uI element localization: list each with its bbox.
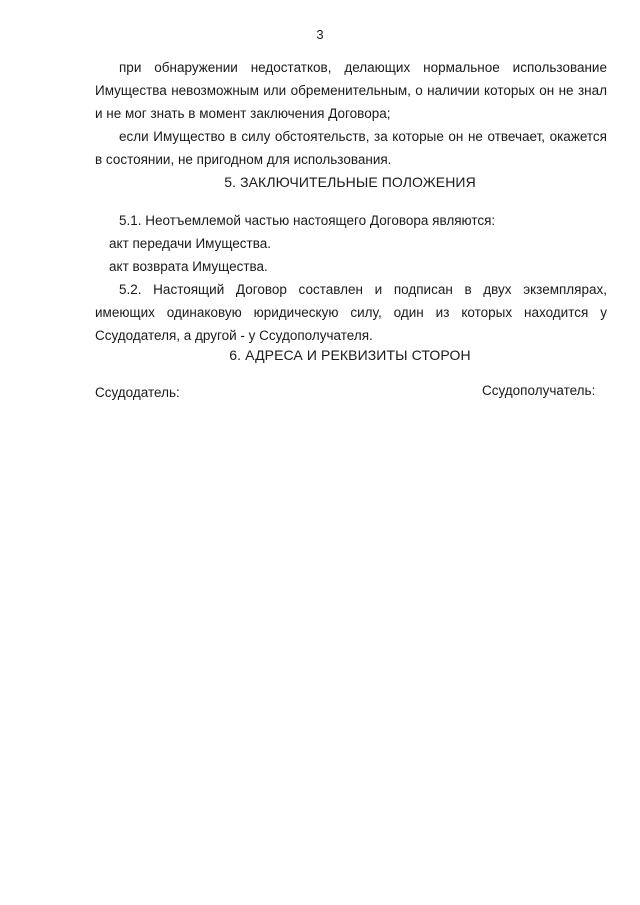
intro-paragraph-2: если Имущество в силу обстоятельств, за которые он не отвечает, окажется в состоянии, не пригодном для использования. xyxy=(95,129,607,167)
section-5-heading: 5. ЗАКЛЮЧИТЕЛЬНЫЕ ПОЛОЖЕНИЯ xyxy=(224,174,476,190)
borrower-label: Ссудополучатель: xyxy=(482,383,596,398)
section-5-1-item-1: акт передачи Имущества. xyxy=(109,236,272,251)
intro-block xyxy=(95,56,607,171)
lender-label: Ссудодатель: xyxy=(95,385,180,400)
section-5-1-item-2: акт возврата Имущества. xyxy=(109,259,268,274)
section-6-heading: 6. АДРЕСА И РЕКВИЗИТЫ СТОРОН xyxy=(229,347,471,363)
intro-paragraph-1: при обнаружении недостатков, делающих нормальное использование Имущества невозможным или обременительным, о наличии которых он не знал и не мог знать в момент заключения Договора; xyxy=(95,60,607,121)
section-5-2: 5.2. Настоящий Договор составлен и подписан в двух экземплярах, имеющих одинаковую юридическую силу, один из которых находится у Ссудодателя, а другой - у Ссудополучателя. xyxy=(95,282,607,343)
section-5-block xyxy=(95,209,607,347)
section-5-1: 5.1. Неотъемлемой частью настоящего Договора являются: xyxy=(119,213,496,228)
page-number: 3 xyxy=(316,27,324,42)
